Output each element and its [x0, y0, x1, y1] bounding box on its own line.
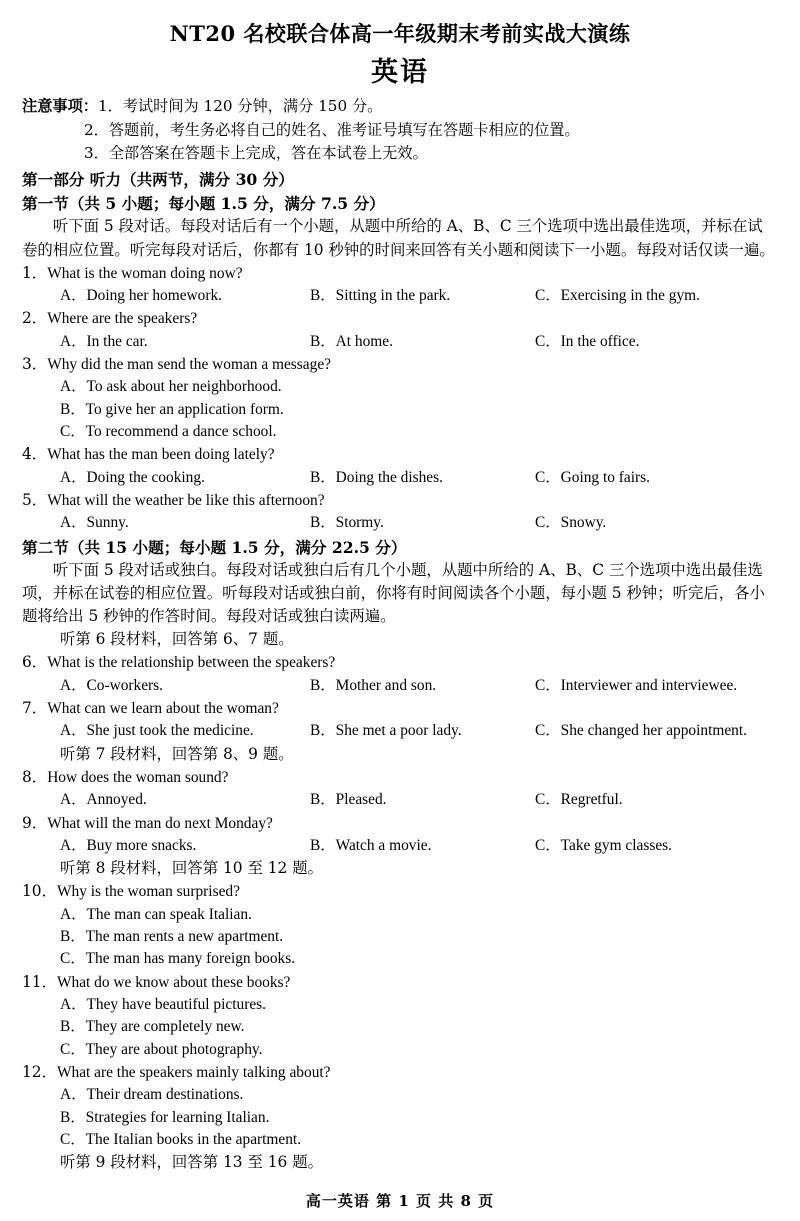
option-b[interactable]: B．Strategies for learning Italian.: [60, 1108, 270, 1126]
question-number: 4．: [22, 445, 48, 464]
question-11-options: [22, 994, 778, 1061]
question-number: 6．: [22, 653, 48, 672]
page-title: NT20 名校联合体高一年级期末考前实战大演练: [169, 21, 631, 46]
part1-section1-instruction: 听下面 5 段对话。每段对话后有一个小题，从题中所给的 A、B、C 三个选项中选出最佳选项，并标在试卷的相应位置。听完每段对话后，你都有 10 秒钟的时间来回答有关小题和阅读下一小题。每段对话仅读一遍。: [22, 217, 775, 259]
notice-item-3: 3．全部答案在答题卡上完成，答在本试卷上无效。: [84, 144, 428, 163]
question-text: What will the weather be like this afternoon?: [47, 491, 325, 509]
option-a[interactable]: A．They have beautiful pictures.: [60, 995, 266, 1013]
question-text: What will the man do next Monday?: [47, 814, 273, 832]
option-c[interactable]: C．Take gym classes.: [535, 836, 672, 854]
option-c[interactable]: C．Going to fairs.: [535, 468, 650, 486]
question-2-options: [22, 331, 778, 353]
option-c[interactable]: C．The man has many foreign books.: [60, 950, 296, 968]
question-number: 5．: [22, 490, 48, 509]
option-c[interactable]: C．They are about photography.: [60, 1040, 263, 1058]
question-number: 8．: [22, 767, 48, 786]
question-number: 7．: [22, 699, 48, 718]
option-a[interactable]: A．In the car.: [60, 332, 148, 350]
question-text: What do we know about these books?: [56, 973, 291, 991]
option-c[interactable]: C．The Italian books in the apartment.: [60, 1130, 302, 1148]
option-c[interactable]: C．Regretful.: [535, 791, 623, 809]
option-b[interactable]: B．Stormy.: [310, 514, 384, 532]
question-9-options: [22, 835, 778, 857]
question-8: [22, 766, 778, 789]
option-a[interactable]: A．Co-workers.: [60, 676, 164, 694]
question-4: [22, 443, 778, 466]
option-a[interactable]: A．She just took the medicine.: [60, 722, 254, 740]
question-12-options: [22, 1084, 778, 1151]
question-number: 11．: [22, 972, 57, 991]
listening-note-13-16: 听第 9 段材料，回答第 13 至 16 题。: [60, 1153, 324, 1172]
option-c[interactable]: C．To recommend a dance school.: [60, 422, 277, 440]
question-number: 9．: [22, 813, 48, 832]
question-6: [22, 651, 778, 674]
option-a[interactable]: A．Their dream destinations.: [60, 1086, 244, 1104]
question-1: [22, 262, 778, 285]
question-text: What is the relationship between the speakers?: [47, 654, 336, 672]
notice-item-2: 2．答题前，考生务必将自己的姓名、准考证号填写在答题卡相应的位置。: [84, 120, 580, 139]
notice-label: 注意事项：: [22, 97, 98, 115]
option-b[interactable]: B．Pleased.: [310, 791, 387, 809]
question-4-options: [22, 467, 778, 489]
option-b[interactable]: B．Watch a movie.: [310, 836, 432, 854]
option-b[interactable]: B．Mother and son.: [310, 676, 437, 694]
question-text: What is the woman doing now?: [47, 264, 243, 282]
option-b[interactable]: B．She met a poor lady.: [310, 722, 462, 740]
listening-note-10-12: 听第 8 段材料，回答第 10 至 12 题。: [60, 859, 324, 878]
question-12: [22, 1061, 778, 1084]
question-3-options: [22, 376, 778, 443]
option-c[interactable]: C．In the office.: [535, 332, 640, 350]
option-a[interactable]: A．Annoyed.: [60, 791, 147, 809]
question-7: [22, 697, 778, 720]
option-b[interactable]: B．At home.: [310, 332, 393, 350]
option-c[interactable]: C．She changed her appointment.: [535, 722, 747, 740]
listening-note-6-7: 听第 6 段材料，回答第 6、7 题。: [60, 630, 294, 649]
notice-first-line: [22, 95, 778, 119]
option-b[interactable]: B．They are completely new.: [60, 1018, 245, 1036]
option-a[interactable]: A．To ask about her neighborhood.: [60, 378, 282, 396]
question-9: [22, 812, 778, 835]
question-text: How does the woman sound?: [47, 768, 229, 786]
option-b[interactable]: B．To give her an application form.: [60, 400, 284, 418]
part1-section1-heading: 第一节（共 5 小题；每小题 1.5 分，满分 7.5 分）: [22, 194, 385, 214]
option-a[interactable]: A．Doing the cooking.: [60, 468, 205, 486]
subject-title: 英语: [371, 57, 429, 88]
option-a[interactable]: A．Buy more snacks.: [60, 836, 197, 854]
option-a[interactable]: A．The man can speak Italian.: [60, 905, 252, 923]
notice-block: [22, 95, 778, 166]
question-10-options: [22, 904, 778, 971]
question-text: What are the speakers mainly talking about?: [56, 1063, 331, 1081]
option-b[interactable]: B．Doing the dishes.: [310, 468, 443, 486]
page-footer: 高一英语 第 1 页 共 8 页: [305, 1192, 495, 1211]
question-5: [22, 489, 778, 512]
question-11: [22, 971, 778, 994]
option-a[interactable]: A．Sunny.: [60, 514, 129, 532]
option-c[interactable]: C．Interviewer and interviewee.: [535, 676, 738, 694]
question-3: [22, 353, 778, 376]
question-7-options: [22, 720, 778, 742]
part1-section2-instruction: 听下面 5 段对话或独白。每段对话或独白后有几个小题，从题中所给的 A、B、C 三个选项中选出最佳选项，并标在试卷的相应位置。听每段对话或独白前，你将有时间阅读各个小题，每小题 5 秒钟；听完后，各小题将给出 5 秒钟的作答时间。每段对话或独白读两遍。: [22, 561, 765, 626]
question-number: 10．: [22, 882, 57, 901]
notice-item-1: 1．考试时间为 120 分钟，满分 150 分。: [97, 97, 383, 115]
question-number: 1．: [22, 263, 48, 282]
question-text: Why did the man send the woman a message?: [47, 356, 331, 373]
question-1-options: [22, 285, 778, 307]
question-number: 2．: [22, 309, 48, 328]
question-text: Where are the speakers?: [47, 310, 198, 328]
option-c[interactable]: C．Exercising in the gym.: [535, 287, 700, 305]
option-c[interactable]: C．Snowy.: [535, 514, 607, 532]
question-text: Why is the woman surprised?: [56, 883, 240, 901]
option-b[interactable]: B．The man rents a new apartment.: [60, 927, 284, 945]
part1-section2-heading: 第二节（共 15 小题；每小题 1.5 分，满分 22.5 分）: [22, 537, 407, 557]
question-number: 12．: [22, 1062, 57, 1081]
question-text: What has the man been doing lately?: [47, 446, 275, 464]
question-number: 3．: [22, 355, 48, 373]
question-8-options: [22, 789, 778, 811]
option-a[interactable]: A．Doing her homework.: [60, 287, 222, 305]
option-b[interactable]: B．Sitting in the park.: [310, 287, 451, 305]
question-5-options: [22, 512, 778, 534]
question-text: What can we learn about the woman?: [47, 700, 279, 718]
listening-note-8-9: 听第 7 段材料，回答第 8、9 题。: [60, 744, 294, 763]
question-6-options: [22, 675, 778, 697]
question-10: [22, 880, 778, 903]
part1-heading: 第一部分 听力（共两节，满分 30 分）: [22, 169, 294, 189]
question-2: [22, 307, 778, 330]
